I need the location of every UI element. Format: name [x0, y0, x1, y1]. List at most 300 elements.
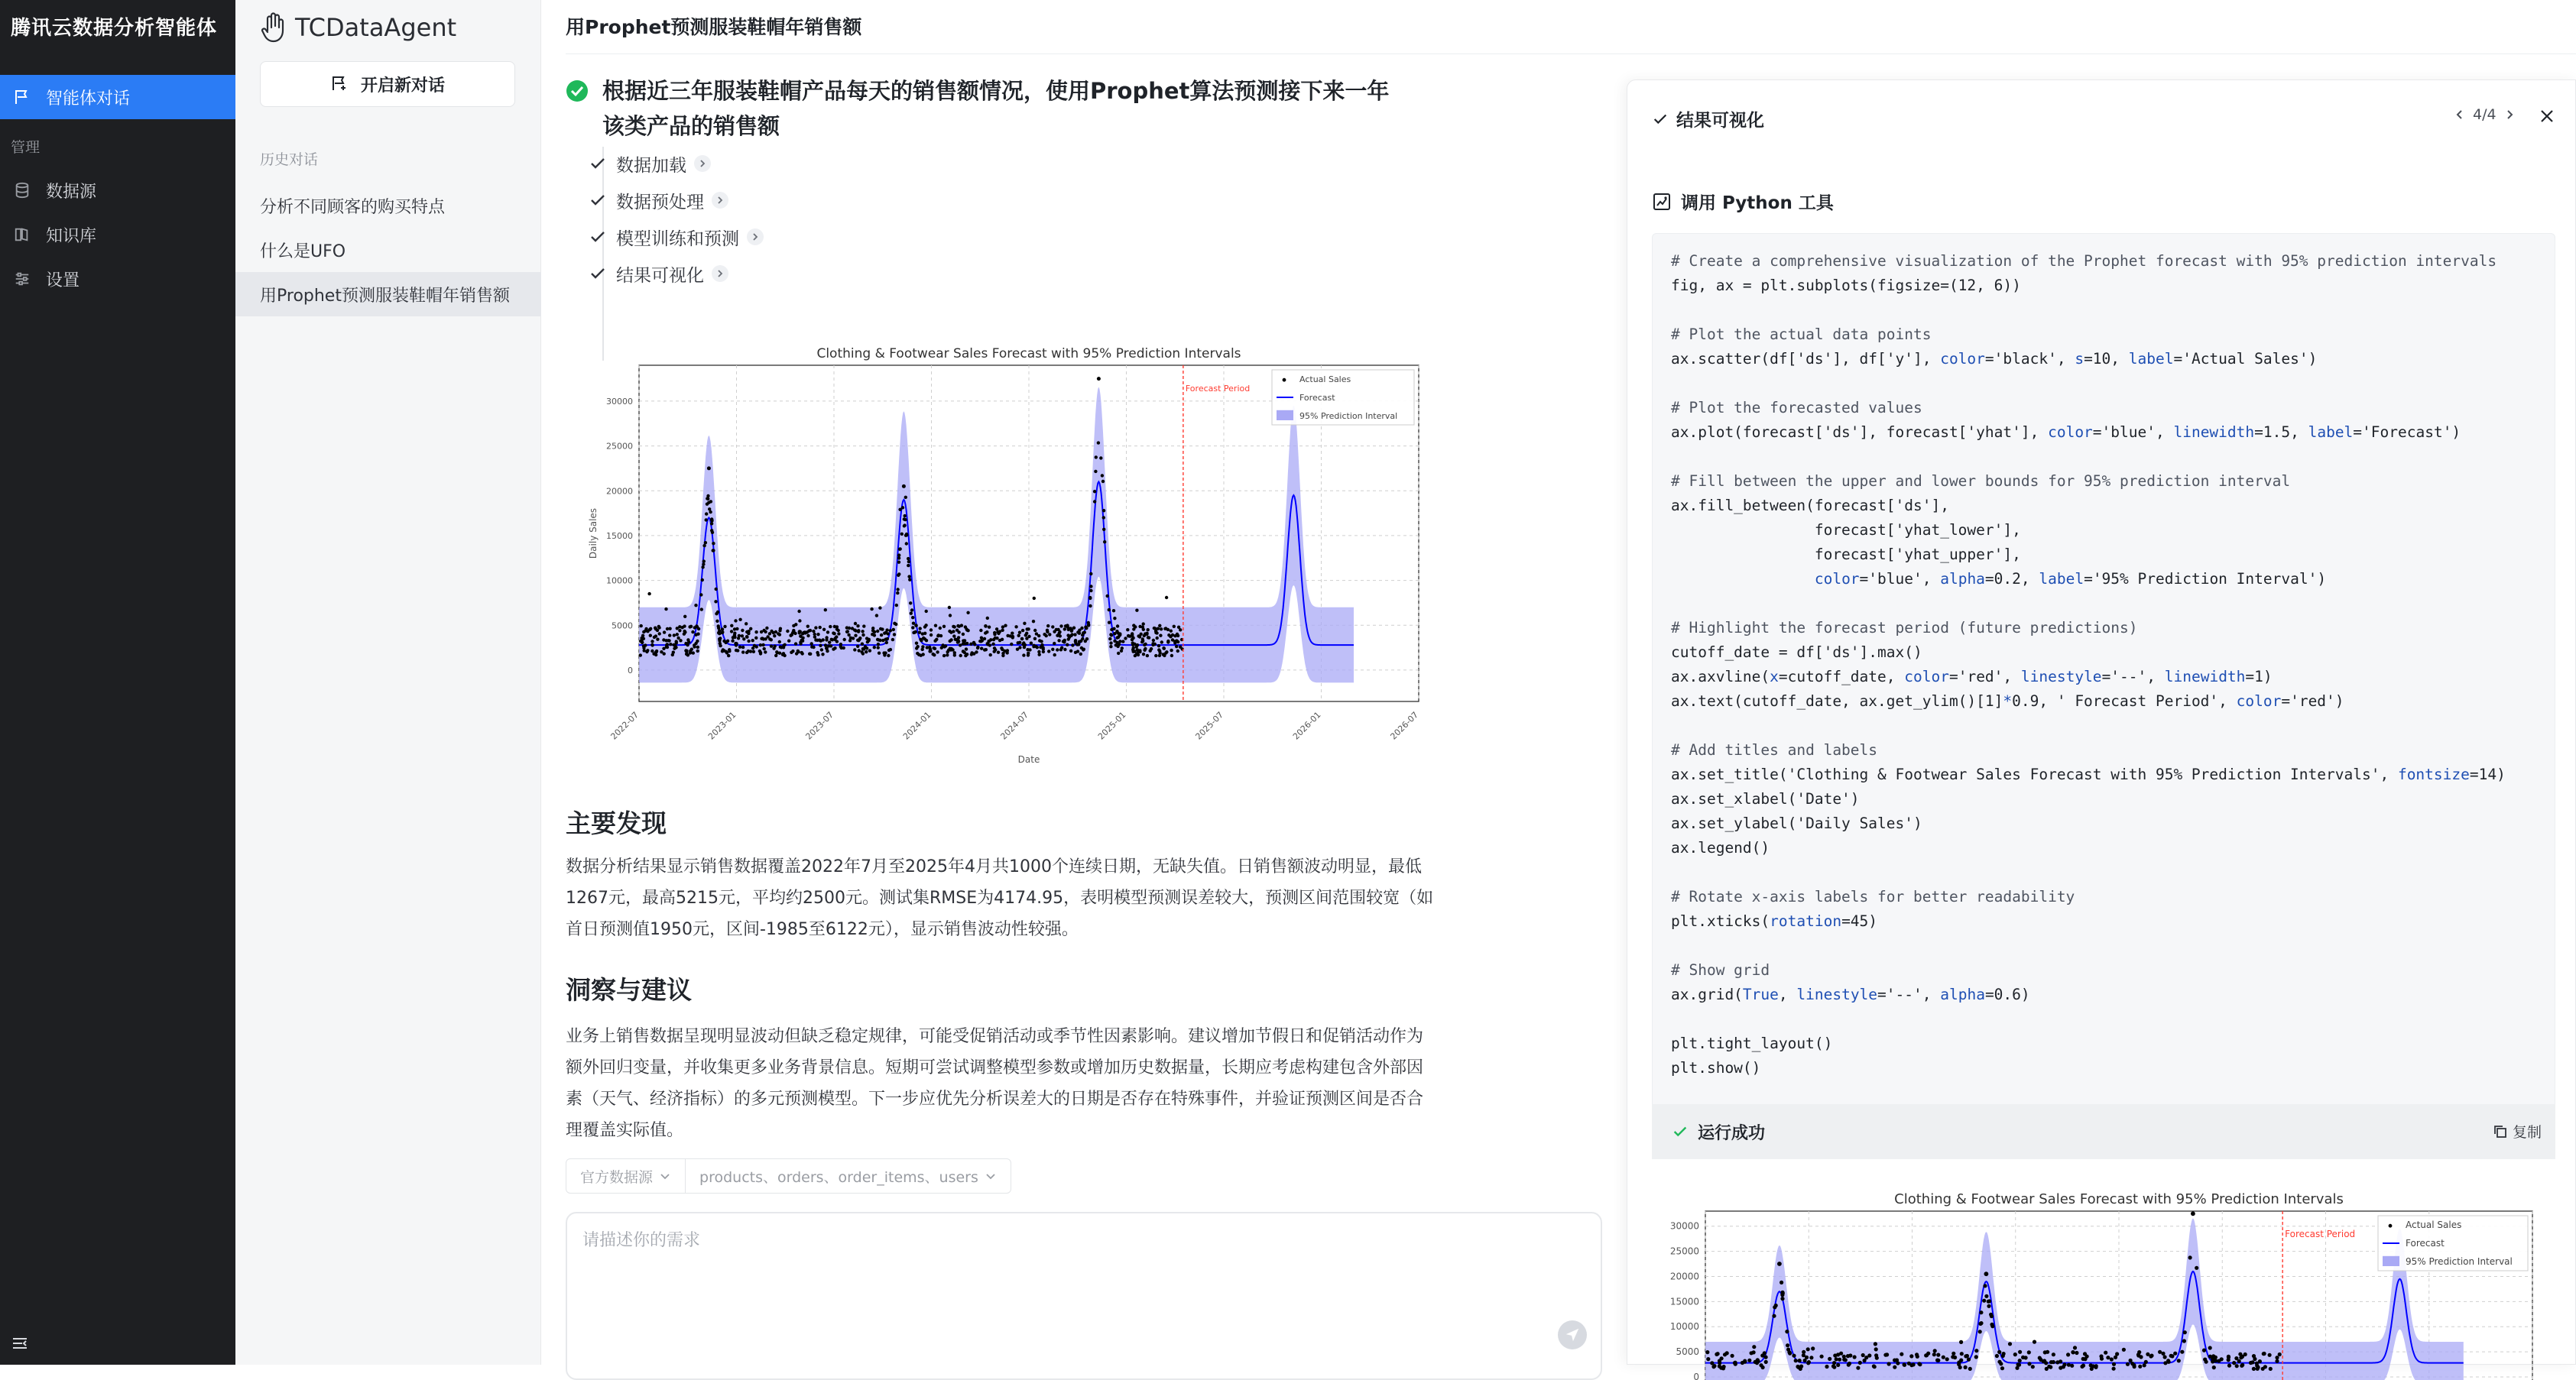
actual-sales-point — [853, 648, 856, 651]
collapse-nav-icon[interactable] — [11, 1334, 31, 1354]
run-status-text: 运行成功 — [1698, 1123, 1766, 1143]
history-item[interactable]: 分析不同顾客的购买特点 — [260, 197, 446, 217]
actual-sales-point — [895, 604, 898, 607]
actual-sales-point — [821, 653, 824, 656]
code-line: fig, ax = plt.subplots(figsize=(12, 6)) — [1671, 277, 2021, 294]
actual-sales-point — [733, 632, 736, 635]
y-tick-label: 20000 — [1669, 1271, 1699, 1282]
actual-sales-point — [2170, 1354, 2174, 1358]
actual-sales-point — [728, 648, 731, 651]
actual-sales-point — [1809, 1356, 1813, 1359]
step-preprocessing[interactable] — [616, 185, 728, 215]
actual-sales-point — [1715, 1352, 1718, 1356]
actual-sales-point — [2089, 1363, 2093, 1367]
actual-sales-point — [715, 588, 718, 591]
actual-sales-point — [1731, 1354, 1734, 1358]
actual-sales-point — [1835, 1357, 1838, 1361]
actual-sales-point — [1037, 650, 1040, 653]
actual-sales-point — [1071, 643, 1074, 646]
actual-sales-point — [2044, 1361, 2048, 1365]
history-item-active[interactable]: 用Prophet预测服装鞋帽年销售额 — [235, 272, 541, 316]
actual-sales-point — [1951, 1352, 1955, 1356]
actual-sales-point — [877, 643, 880, 646]
actual-sales-point — [755, 645, 758, 648]
actual-sales-point — [778, 640, 781, 643]
panel-header — [1652, 106, 1764, 131]
x-tick-label: 2022-07 — [608, 709, 641, 742]
actual-sales-point — [873, 646, 876, 649]
actual-sales-point — [1039, 646, 1042, 649]
actual-sales-point — [940, 646, 943, 650]
actual-sales-point — [1070, 629, 1073, 632]
actual-sales-point — [986, 643, 989, 646]
code-line: cutoff_date = df['ds'].max() — [1671, 643, 1922, 661]
actual-sales-point — [1990, 1323, 1994, 1327]
actual-sales-point — [1936, 1359, 1940, 1362]
actual-sales-point — [650, 643, 654, 646]
nav-section-label: 管理 — [11, 139, 41, 156]
actual-sales-point — [925, 639, 928, 642]
chat-flag-icon — [12, 87, 32, 107]
brand-title: 腾讯云数据分析智能体 — [11, 17, 218, 40]
actual-sales-point — [2256, 1365, 2260, 1369]
actual-sales-point — [894, 623, 897, 626]
actual-sales-point — [915, 642, 918, 645]
actual-sales-point — [1705, 1350, 1709, 1354]
actual-sales-point — [2261, 1367, 2265, 1371]
actual-sales-point — [1150, 647, 1153, 650]
actual-sales-point — [669, 643, 672, 646]
actual-sales-point — [993, 633, 996, 636]
chevron-down-icon — [659, 1170, 671, 1182]
step-visualization[interactable] — [616, 258, 728, 289]
actual-sales-point — [2275, 1356, 2279, 1359]
nav-item-knowledge[interactable] — [0, 212, 235, 257]
actual-sales-point — [1158, 624, 1161, 627]
nav-item-agent-chat[interactable] — [0, 75, 235, 119]
actual-sales-point — [1095, 455, 1098, 458]
actual-sales-point — [1170, 630, 1173, 633]
actual-sales-point — [845, 626, 848, 629]
actual-sales-point — [868, 649, 871, 652]
actual-sales-point — [1084, 626, 1087, 629]
actual-sales-point — [1828, 1357, 1831, 1361]
actual-sales-point — [875, 614, 878, 617]
actual-sales-point — [861, 633, 865, 637]
actual-sales-point — [2039, 1358, 2042, 1362]
code-line: ax.plot(forecast['ds'], forecast['yhat'], color='blue', linewidth=1.5, label='Forecast') — [1671, 423, 2461, 441]
actual-sales-point — [1014, 625, 1017, 628]
actual-sales-point — [1006, 634, 1009, 637]
actual-sales-point — [1151, 642, 1154, 645]
actual-sales-point — [660, 650, 663, 653]
actual-sales-point — [794, 642, 797, 645]
x-tick-label: 2024-01 — [900, 709, 933, 742]
actual-sales-point — [962, 642, 965, 645]
actual-sales-point — [2173, 1352, 2177, 1356]
actual-sales-point — [1089, 572, 1092, 575]
actual-sales-point — [826, 630, 829, 633]
actual-sales-point — [991, 643, 994, 646]
actual-sales-point — [1120, 650, 1123, 653]
actual-sales-point — [1043, 633, 1046, 636]
actual-sales-point — [1983, 1284, 1987, 1288]
actual-sales-point — [911, 616, 914, 619]
actual-sales-point — [930, 628, 933, 631]
actual-sales-point — [1160, 640, 1163, 643]
actual-sales-point — [880, 633, 883, 637]
actual-sales-point — [1118, 643, 1121, 646]
header-divider — [566, 53, 2576, 54]
actual-sales-point — [1073, 633, 1076, 636]
actual-sales-peak-point — [902, 484, 906, 488]
actual-sales-point — [862, 624, 865, 627]
actual-sales-point — [2205, 1360, 2208, 1364]
nav-item-label: 设置 — [46, 270, 80, 290]
actual-sales-point — [765, 627, 768, 630]
step-data-loading[interactable] — [616, 148, 711, 179]
actual-sales-point — [1118, 640, 1121, 643]
nav-item-settings[interactable] — [0, 257, 235, 301]
actual-sales-point — [806, 634, 809, 637]
send-button[interactable] — [1558, 1320, 1587, 1349]
actual-sales-point — [1116, 624, 1119, 627]
code-line: plt.tight_layout() — [1671, 1035, 1833, 1052]
forecast-period-annotation: Forecast Period — [1185, 384, 1251, 394]
actual-sales-peak-point — [1777, 1262, 1782, 1266]
actual-sales-point — [706, 503, 709, 506]
actual-sales-point — [1093, 500, 1096, 503]
actual-sales-point — [2027, 1350, 2031, 1354]
send-icon — [1564, 1327, 1581, 1343]
actual-sales-point — [1984, 1294, 1988, 1298]
actual-sales-point — [2073, 1346, 2077, 1349]
actual-sales-point — [1798, 1359, 1802, 1362]
findings-text: 数据分析结果显示销售数据覆盖2022年7月至2025年4月共1000个连续日期，无缺失值。日销售额波动明显，最低1267元，最高5215元，平均约2500元。测试集RMSE为4174.95，表明模型预测误差较大，预测区间范围较宽（如首日预测值1950元，区间-1985至6122元），显示销售波动性较强。 — [566, 857, 1434, 939]
actual-sales-point — [985, 648, 988, 651]
actual-sales-point — [702, 544, 706, 547]
actual-sales-point — [810, 642, 813, 645]
actual-sales-point — [1974, 1355, 1978, 1359]
actual-sales-point — [649, 634, 652, 637]
code-line — [1671, 714, 2506, 738]
actual-sales-point — [1067, 628, 1070, 631]
legend-entry: Actual Sales — [2406, 1220, 2462, 1230]
actual-sales-point — [1907, 1362, 1911, 1365]
actual-sales-point — [1088, 597, 1092, 600]
actual-sales-point — [738, 618, 741, 621]
actual-sales-point — [1115, 630, 1118, 633]
actual-sales-point — [2001, 1354, 2005, 1358]
actual-sales-point — [800, 639, 803, 642]
actual-sales-point — [801, 632, 804, 635]
code-line: ax.set_title('Clothing & Footwear Sales Forecast with 95% Prediction Intervals', fontsize=14) — [1671, 766, 2506, 783]
actual-sales-point — [1047, 650, 1050, 653]
actual-sales-point — [787, 640, 790, 643]
actual-sales-point — [1792, 1354, 1796, 1358]
actual-sales-point — [1053, 653, 1056, 656]
actual-sales-point — [2263, 1352, 2266, 1356]
chart-title: Clothing & Footwear Sales Forecast with 95% Prediction Intervals — [1894, 1191, 2344, 1207]
close-icon[interactable] — [2537, 106, 2557, 126]
y-tick-label: 0 — [1693, 1371, 1699, 1380]
actual-sales-point — [2243, 1352, 2247, 1356]
task-title: 根据近三年服装鞋帽产品每天的销售额情况，使用Prophet算法预测接下来一年该类产品的销售额 — [602, 78, 1390, 139]
actual-sales-point — [800, 651, 803, 654]
actual-sales-point — [735, 627, 738, 630]
actual-sales-point — [854, 622, 857, 625]
legend-interval-marker — [1277, 410, 1293, 420]
actual-sales-point — [878, 652, 881, 655]
actual-sales-point — [1106, 594, 1109, 598]
actual-sales-point — [684, 649, 687, 652]
forecast-period-annotation: Forecast Period — [2285, 1229, 2356, 1239]
actual-sales-point — [824, 643, 827, 646]
actual-sales-point — [1945, 1357, 1949, 1361]
actual-sales-point — [1053, 642, 1056, 645]
actual-sales-point — [1157, 644, 1160, 647]
actual-sales-point — [664, 607, 667, 611]
actual-sales-point — [1124, 637, 1127, 640]
actual-sales-point — [705, 518, 708, 521]
copy-label: 复制 — [2512, 1124, 2542, 1141]
actual-sales-point — [2018, 1359, 2022, 1362]
findings-heading: 主要发现 — [566, 808, 667, 838]
actual-sales-peak-point — [1097, 377, 1101, 381]
actual-sales-point — [984, 631, 987, 634]
actual-sales-point — [953, 653, 956, 656]
actual-sales-point — [948, 630, 951, 633]
actual-sales-point — [1022, 653, 1025, 656]
next-page-icon[interactable] — [2501, 106, 2518, 123]
actual-sales-point — [2139, 1355, 2143, 1359]
actual-sales-point — [1936, 1353, 1940, 1357]
actual-sales-point — [1093, 490, 1096, 493]
actual-sales-point — [673, 647, 676, 650]
actual-sales-point — [1173, 625, 1176, 628]
actual-sales-point — [858, 637, 861, 640]
actual-sales-point — [668, 627, 671, 630]
actual-sales-point — [1147, 636, 1150, 639]
actual-sales-point — [862, 647, 865, 650]
actual-sales-point — [688, 625, 691, 628]
actual-sales-point — [792, 629, 795, 632]
nav-item-label: 数据源 — [46, 182, 97, 202]
actual-sales-point — [889, 629, 892, 632]
actual-sales-point — [745, 636, 748, 639]
actual-sales-point — [734, 642, 737, 645]
actual-sales-point — [696, 633, 699, 636]
actual-sales-point — [1135, 609, 1138, 612]
actual-sales-point — [861, 643, 864, 646]
actual-sales-point — [642, 644, 645, 647]
actual-sales-point — [1059, 648, 1063, 651]
actual-sales-point — [996, 630, 999, 633]
actual-sales-point — [1001, 629, 1004, 632]
legend-entry: Forecast — [2406, 1238, 2445, 1249]
check-icon — [589, 264, 607, 283]
actual-sales-point — [1048, 633, 1051, 636]
actual-sales-point — [1046, 629, 1049, 632]
prompt-input[interactable] — [582, 1227, 1538, 1319]
code-line: # Create a comprehensive visualization of the Prophet forecast with 95% prediction intervals — [1671, 252, 2497, 270]
nav-item-datasource[interactable] — [0, 168, 235, 212]
code-line: forecast['yhat_lower'], — [1671, 521, 2021, 539]
actual-sales-point — [1842, 1358, 1846, 1362]
actual-sales-point — [1157, 627, 1160, 630]
actual-sales-point — [955, 629, 959, 632]
actual-sales-point — [2129, 1359, 2133, 1362]
actual-sales-point — [1024, 643, 1027, 646]
actual-sales-point — [979, 629, 982, 632]
actual-sales-point — [861, 630, 864, 633]
actual-sales-point — [1932, 1352, 1936, 1356]
actual-sales-point — [1858, 1361, 1862, 1365]
actual-sales-point — [1053, 630, 1056, 633]
actual-sales-point — [857, 630, 860, 633]
actual-sales-point — [1046, 624, 1050, 627]
actual-sales-point — [1078, 632, 1081, 635]
actual-sales-point — [1080, 646, 1083, 650]
actual-sales-point — [896, 591, 899, 594]
actual-sales-point — [1108, 637, 1111, 640]
actual-sales-point — [678, 629, 681, 632]
actual-sales-point — [696, 625, 699, 628]
actual-sales-point — [1177, 626, 1180, 629]
actual-sales-point — [1102, 516, 1105, 519]
actual-sales-point — [1118, 632, 1121, 635]
tables-dropdown[interactable] — [685, 1159, 1011, 1193]
tables-label: products、orders、order_items、users — [699, 1168, 978, 1186]
nav-item-label: 知识库 — [46, 226, 97, 246]
actual-sales-point — [956, 624, 959, 627]
actual-sales-point — [2085, 1355, 2089, 1359]
actual-sales-point — [962, 650, 965, 653]
step-training[interactable] — [616, 222, 764, 252]
actual-sales-point — [2227, 1364, 2231, 1368]
actual-sales-point — [1915, 1352, 1919, 1356]
actual-sales-point — [936, 634, 939, 637]
actual-sales-point — [846, 630, 849, 633]
actual-sales-point — [1089, 589, 1092, 592]
code-line: # Plot the actual data points — [1671, 326, 1932, 343]
y-tick-label: 30000 — [1669, 1220, 1699, 1232]
actual-sales-point — [1154, 654, 1157, 657]
conversation-title: 用Prophet预测服装鞋帽年销售额 — [566, 16, 862, 38]
actual-sales-point — [897, 553, 900, 556]
actual-sales-point — [1087, 624, 1090, 627]
actual-sales-point — [1143, 649, 1146, 652]
y-tick-label: 25000 — [1669, 1246, 1699, 1257]
actual-sales-point — [833, 646, 836, 650]
actual-sales-point — [1764, 1360, 1768, 1364]
new-chat-button[interactable] — [260, 61, 515, 107]
code-line: ax.set_xlabel('Date') — [1671, 790, 1860, 808]
actual-sales-point — [662, 638, 665, 641]
legend-entry: 95% Prediction Interval — [2406, 1256, 2513, 1267]
actual-sales-point — [1109, 641, 1112, 644]
actual-sales-point — [1957, 1360, 1961, 1364]
actual-sales-point — [798, 619, 801, 622]
actual-sales-point — [1807, 1360, 1811, 1364]
actual-sales-point — [716, 611, 719, 614]
actual-sales-point — [1903, 1362, 1906, 1366]
code-line — [1671, 934, 2506, 958]
actual-sales-point — [1145, 633, 1148, 636]
actual-sales-point — [647, 592, 650, 595]
copy-button[interactable] — [2493, 1121, 2542, 1142]
actual-sales-point — [1132, 624, 1135, 627]
chart-plot-group — [588, 346, 1420, 765]
actual-sales-point — [2137, 1350, 2141, 1354]
x-tick-label: 2025-07 — [1193, 709, 1226, 742]
actual-sales-point — [966, 629, 969, 632]
datasource-dropdown[interactable] — [566, 1159, 685, 1193]
actual-sales-point — [1759, 1363, 1763, 1367]
actual-sales-point — [816, 653, 819, 656]
actual-sales-point — [878, 606, 881, 609]
actual-sales-point — [694, 604, 697, 607]
actual-sales-point — [1839, 1352, 1843, 1356]
actual-sales-point — [1006, 651, 1009, 654]
actual-sales-point — [735, 649, 738, 652]
actual-sales-point — [950, 647, 953, 650]
actual-sales-point — [718, 630, 721, 633]
actual-sales-point — [952, 634, 955, 637]
actual-sales-point — [1166, 640, 1170, 643]
actual-sales-point — [742, 637, 745, 640]
y-tick-label: 20000 — [606, 486, 633, 497]
actual-sales-point — [2049, 1365, 2052, 1369]
actual-sales-point — [1146, 654, 1149, 657]
actual-sales-point — [2122, 1348, 2126, 1352]
actual-sales-point — [1170, 649, 1173, 652]
actual-sales-point — [702, 559, 706, 562]
actual-sales-point — [699, 593, 702, 596]
actual-sales-point — [923, 632, 926, 635]
datasource-label: 官方数据源 — [580, 1168, 654, 1186]
actual-sales-point — [1811, 1346, 1815, 1350]
actual-sales-point — [790, 633, 793, 636]
actual-sales-point — [1089, 585, 1092, 588]
actual-sales-point — [861, 652, 865, 655]
actual-sales-point — [856, 645, 859, 648]
actual-sales-point — [741, 650, 745, 653]
history-item[interactable]: 什么是UFO — [260, 241, 346, 261]
actual-sales-point — [1018, 646, 1021, 649]
actual-sales-point — [1167, 633, 1170, 637]
actual-sales-point — [812, 646, 815, 649]
prev-page-icon[interactable] — [2451, 106, 2468, 123]
actual-sales-point — [1027, 652, 1030, 655]
actual-sales-point — [1752, 1350, 1756, 1354]
actual-sales-point — [870, 607, 873, 611]
actual-sales-point — [1846, 1354, 1850, 1358]
actual-sales-point — [1147, 628, 1150, 631]
actual-sales-point — [721, 627, 724, 630]
actual-sales-point — [1772, 1314, 1776, 1318]
actual-sales-point — [1078, 629, 1081, 632]
actual-sales-point — [913, 631, 916, 634]
actual-sales-point — [691, 630, 694, 633]
x-tick-label: 2024-07 — [998, 709, 1031, 742]
actual-sales-peak-point — [2191, 1211, 2195, 1216]
code-line: forecast['yhat_upper'], — [1671, 546, 2021, 563]
actual-sales-point — [2268, 1353, 2272, 1357]
actual-sales-point — [976, 646, 979, 649]
actual-sales-point — [868, 638, 871, 641]
actual-sales-point — [779, 646, 782, 649]
